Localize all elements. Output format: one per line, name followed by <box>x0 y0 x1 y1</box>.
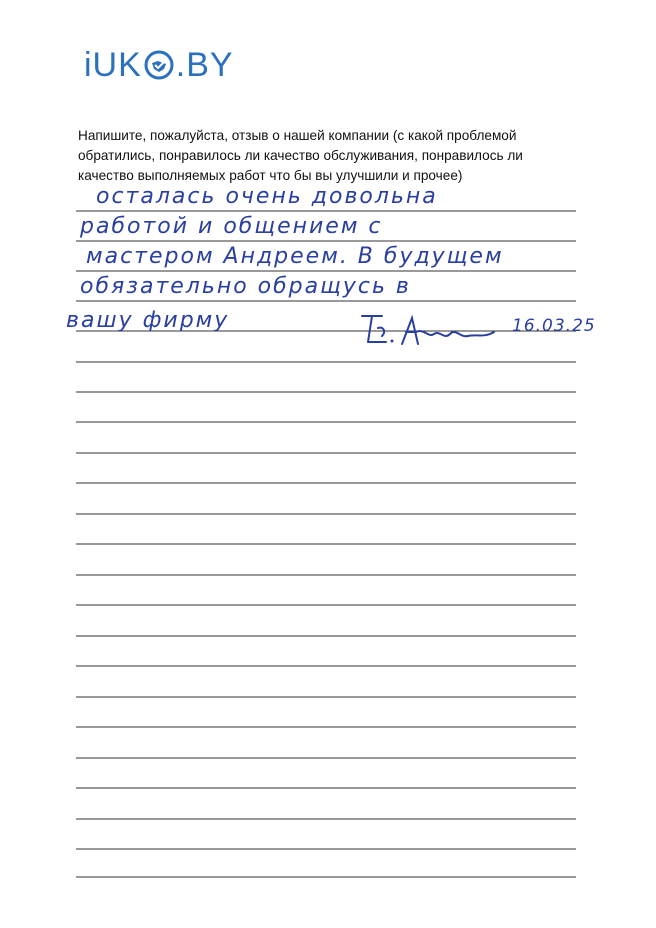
logo-text-right: .BY <box>175 45 234 84</box>
review-line-2: работой и общением с <box>80 214 383 239</box>
logo-text-left: iUK <box>84 45 142 84</box>
feedback-prompt: Напишите, пожалуйста, отзыв о нашей компании (с какой проблемой обратились, понравилось ли качество обслуживания, понравилось ли качество выполняемых работ что бы вы улучшили и прочее) <box>78 128 523 183</box>
handwritten-signature <box>356 308 498 352</box>
review-line-3: мастером Андреем. В будущем <box>86 244 504 269</box>
review-line-4: обязательно обращусь в <box>80 274 411 299</box>
review-date: 16.03.25 <box>512 316 596 336</box>
shield-check-icon <box>144 50 174 80</box>
review-line-1: осталась очень довольна <box>96 184 438 209</box>
company-logo <box>84 45 234 85</box>
review-line-5: вашу фирму <box>66 308 230 333</box>
